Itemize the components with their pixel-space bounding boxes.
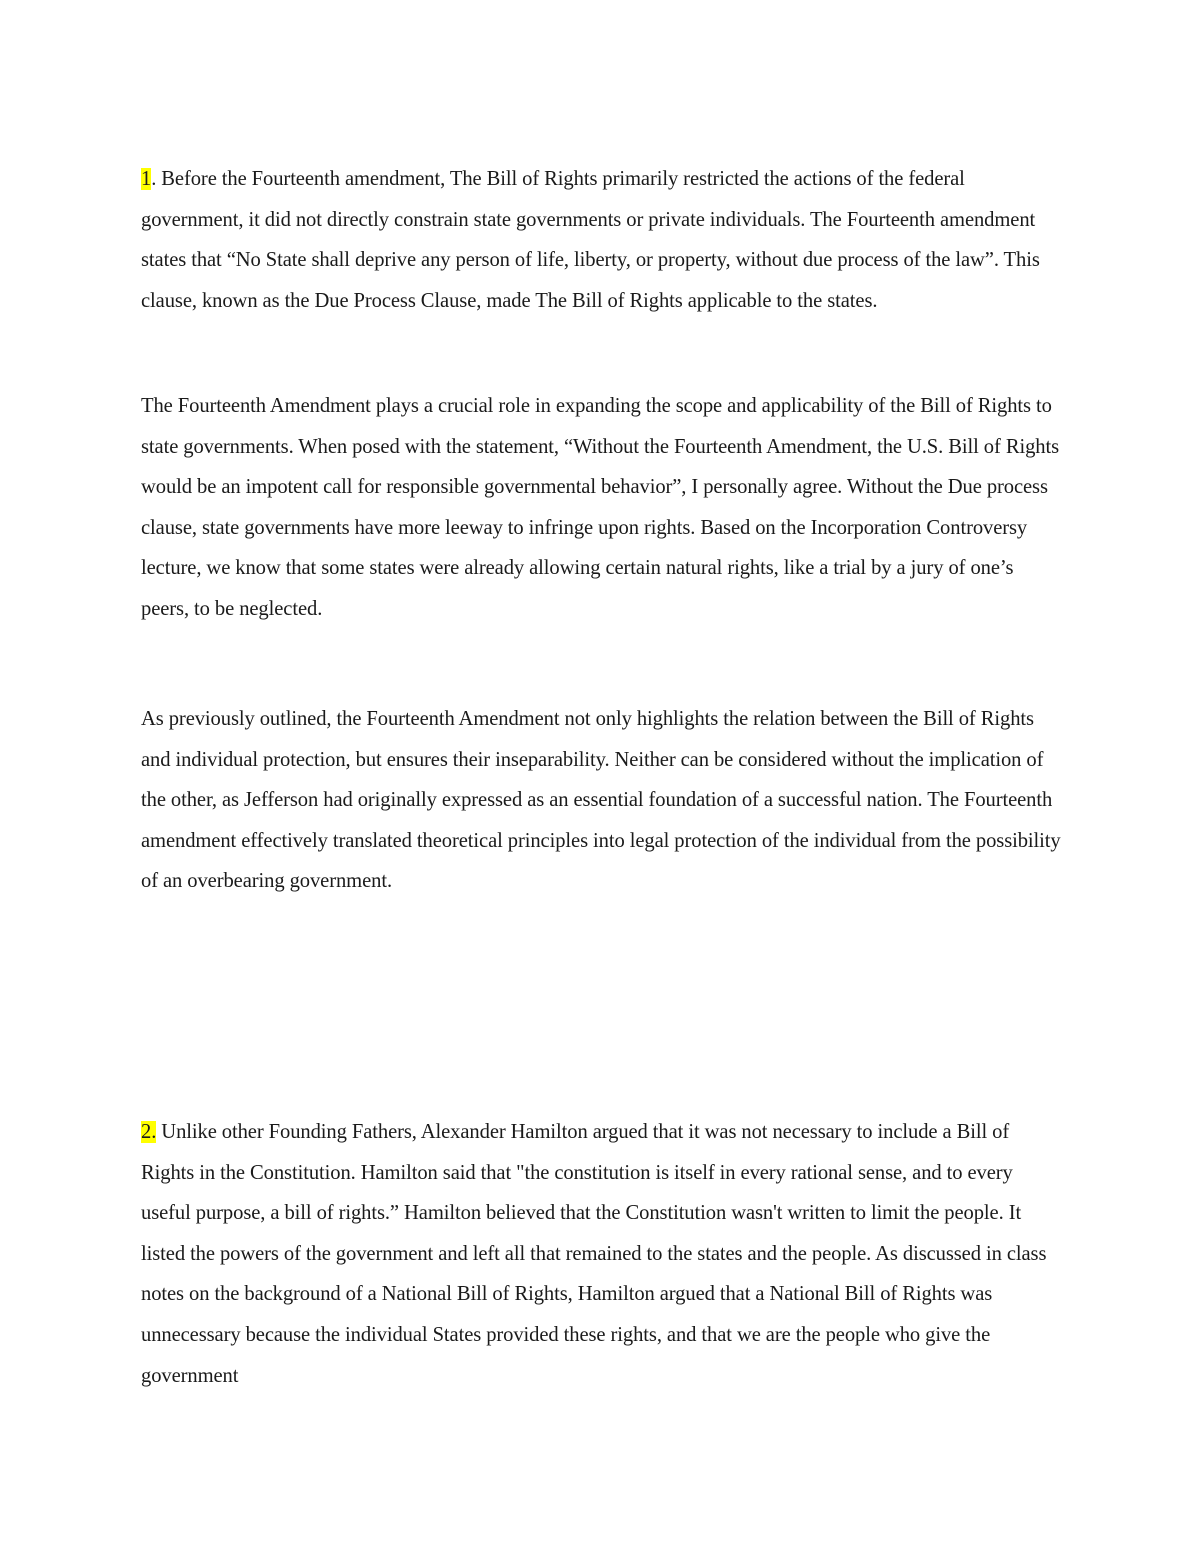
paragraph-1 <box>141 159 1066 321</box>
question-1-marker: 1 <box>141 168 152 190</box>
paragraph-1-text: . Before the Fourteenth amendment, The Bill of Rights primarily restricted the actions of the federal government, it did not directly constrain state governments or private individuals. The Fourteenth amendment states that “No State shall deprive any person of life, liberty, or property, without due process of the law”. This clause, known as the Due Process Clause, made The Bill of Rights applicable to the states. <box>141 168 1040 312</box>
paragraph-4-text: Unlike other Founding Fathers, Alexander Hamilton argued that it was not necessary to include a Bill of Rights in the Constitution. Hamilton said that "the constitution is itself in every rational sense, and to every useful purpose, a bill of rights.” Hamilton believed that the Constitution wasn't written to limit the people. It listed the powers of the government and left all that remained to the states and the people. As discussed in class notes on the background of a National Bill of Rights, Hamilton argued that a National Bill of Rights was unnecessary because the individual States provided these rights, and that we are the people who give the government <box>141 1121 1047 1387</box>
paragraph-2: The Fourteenth Amendment plays a crucial role in expanding the scope and applicability of the Bill of Rights to state governments. When posed with the statement, “Without the Fourteenth Amendment, the U.S. Bill of Rights would be an impotent call for responsible governmental behavior”, I personally agree. Without the Due process clause, state governments have more leeway to infringe upon rights. Based on the Incorporation Controversy lecture, we know that some states were already allowing certain natural rights, like a trial by a jury of one’s peers, to be neglected. <box>141 395 1060 620</box>
paragraph-4 <box>141 1112 1066 1396</box>
paragraph-3: As previously outlined, the Fourteenth Amendment not only highlights the relation between the Bill of Rights and individual protection, but ensures their inseparability. Neither can be considered without the implication of the other, as Jefferson had originally expressed as an essential foundation of a successful nation. The Fourteenth amendment effectively translated theoretical principles into legal protection of the individual from the possibility of an overbearing government. <box>141 708 1061 893</box>
question-2-marker: 2. <box>141 1121 157 1143</box>
